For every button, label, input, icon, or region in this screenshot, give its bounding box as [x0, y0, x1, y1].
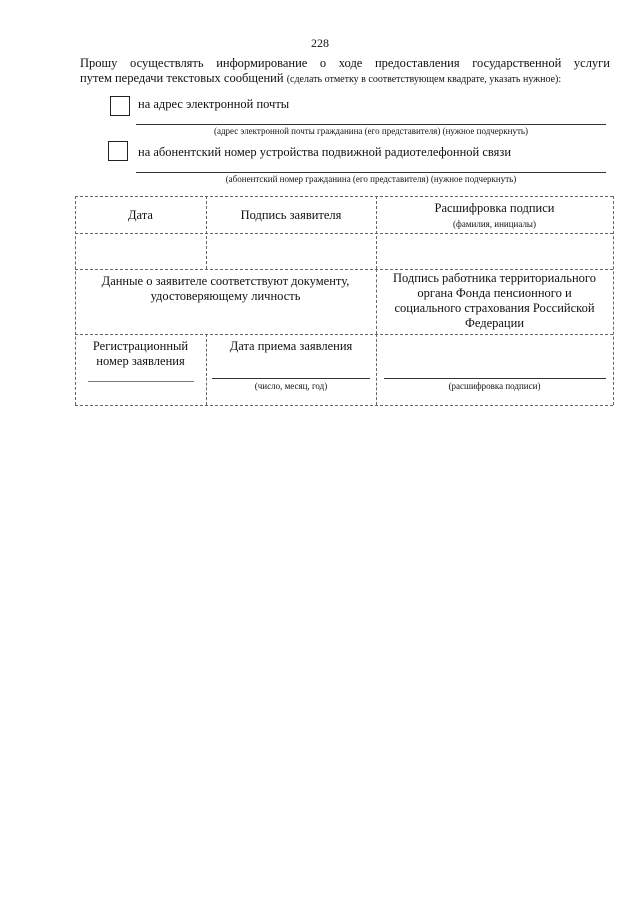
header-signature-decoding-note: (фамилия, инициалы): [453, 219, 536, 229]
employee-signature-line-1: Подпись работника территориального: [393, 271, 596, 285]
intro-line-2: [80, 71, 610, 87]
employee-signature-line[interactable]: [384, 378, 606, 379]
phone-caption: (абонентский номер гражданина (его представителя) (нужное подчеркнуть): [225, 174, 517, 184]
registration-number-line-2: номер заявления: [96, 354, 185, 368]
email-caption: (адрес электронной почты гражданина (его представителя) (нужное подчеркнуть): [213, 126, 529, 136]
table-border-bottom: [75, 405, 613, 406]
signature-decoding-note: (расшифровка подписи): [448, 381, 541, 391]
phone-option-label: на абонентский номер устройства подвижной радиотелефонной связи: [138, 145, 512, 159]
date-cell[interactable]: [76, 234, 205, 268]
header-applicant-signature: Подпись заявителя: [240, 208, 342, 222]
applicant-data-line-2: удостоверяющему личность: [150, 289, 301, 303]
table-row-line: [75, 334, 613, 335]
receipt-date-note: (число, месяц, год): [254, 381, 328, 391]
email-option-label: на адрес электронной почты: [138, 97, 290, 111]
applicant-data-matches: [75, 274, 376, 304]
table-border-right: [613, 196, 614, 405]
page-number: 228: [311, 36, 329, 50]
table-column-line: [376, 334, 377, 405]
email-input-line[interactable]: [136, 124, 606, 125]
receipt-date-label: Дата приема заявления: [229, 339, 353, 353]
phone-input-line[interactable]: [136, 172, 606, 173]
registration-number-line[interactable]: [88, 381, 194, 382]
intro-line-1: Прошу осуществлять информирование о ходе предоставления государственной услуги: [80, 56, 610, 70]
intro-line-2-main: путем передачи текстовых сообщений: [80, 71, 284, 85]
applicant-signature-cell[interactable]: [207, 234, 375, 268]
intro-line-2-note: (сделать отметку в соответствующем квадрате, указать нужное):: [286, 74, 562, 85]
employee-signature-line-4: Федерации: [464, 316, 525, 330]
table-row-line: [75, 269, 613, 270]
intro-paragraph: [80, 56, 610, 87]
table-border-top: [75, 196, 613, 197]
applicant-data-line-1: Данные о заявителе соответствуют документу,: [101, 274, 350, 288]
employee-signature-label: [376, 271, 613, 331]
email-checkbox[interactable]: [110, 96, 130, 116]
header-date: Дата: [128, 208, 153, 222]
employee-signature-line-3: социального страхования Российской: [394, 301, 595, 315]
phone-checkbox[interactable]: [108, 141, 128, 161]
employee-signature-line-2: органа Фонда пенсионного и: [417, 286, 572, 300]
receipt-date-line[interactable]: [212, 378, 370, 379]
signature-decoding-cell[interactable]: [377, 234, 612, 268]
header-signature-decoding: Расшифровка подписи: [434, 201, 555, 215]
registration-number-label: [75, 339, 206, 369]
registration-number-line-1: Регистрационный: [92, 339, 189, 353]
